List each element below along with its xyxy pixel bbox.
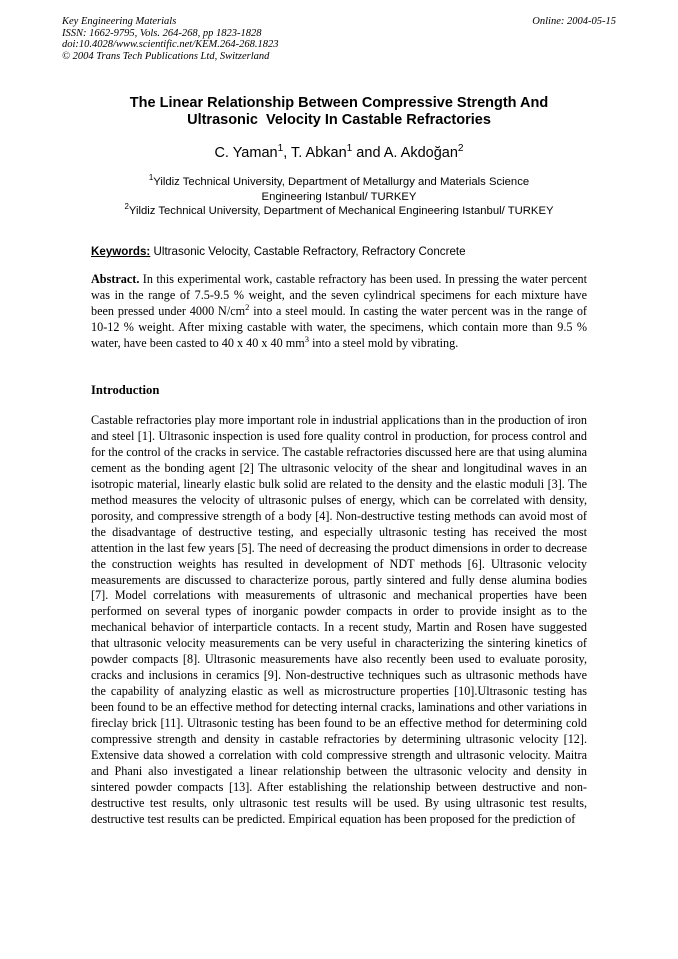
keywords-label: Keywords: (91, 245, 151, 258)
superscript: 2 (245, 301, 250, 312)
author-list (60, 143, 618, 163)
affiliation-marker: 1 (148, 173, 154, 183)
author-separator: , (283, 145, 292, 161)
affiliations (60, 175, 618, 219)
affiliation-marker: 1 (277, 143, 284, 155)
keywords-text: Ultrasonic Velocity, Castable Refractory, Refractory Concrete (150, 245, 466, 258)
author-name: C. Yaman (214, 145, 278, 161)
doi-line: doi:10.4028/www.scientific.net/KEM.264-268.1823 (62, 39, 279, 51)
affiliation-text: Yildiz Technical University, Department of Mechanical Engineering Istanbul/ TURKEY (128, 205, 554, 217)
affiliation-marker: 2 (457, 143, 464, 155)
paper-title (60, 95, 618, 129)
section-heading: Introduction (91, 383, 160, 397)
title-line-1: The Linear Relationship Between Compressive Strength And (129, 95, 549, 111)
copyright-line: © 2004 Trans Tech Publications Ltd, Switzerland (62, 50, 270, 62)
author-name: A. Akdoğan (383, 145, 458, 161)
affiliation-1-continued: Engineering Istanbul/ TURKEY (261, 190, 417, 203)
title-line-2: Ultrasonic Velocity In Castable Refractories (187, 112, 491, 128)
author-separator: and (352, 145, 384, 161)
online-date: Online: 2004-05-15 (532, 16, 616, 27)
superscript: 3 (304, 333, 310, 344)
abstract-text: into a steel mold by vibrating. (309, 335, 459, 350)
affiliation-marker: 2 (124, 202, 129, 212)
journal-name: Key Engineering Materials (62, 16, 177, 27)
affiliation-1 (60, 175, 618, 190)
abstract-text: into a steel mould. In casting the water percent was in the range of 10-12 % weight. After mixing castable with water, the specimens, which contain more than 9.5 % water, have been casted to 40 x 40 x 40 mm (91, 303, 587, 350)
running-header (62, 16, 616, 62)
abstract (91, 272, 587, 352)
abstract-text: In this experimental work, castable refractory has been used. In pressing the water percent was in the range of 7.5-9.5 % weight, and the seven cylindrical specimens for each mixture have been pressed under 4000 N/cm (91, 272, 587, 318)
affiliation-2 (60, 204, 618, 219)
introduction-body: Castable refractories play more important role in industrial applications than in the production of iron and steel [1]. Ultrasonic inspection is used fore quality control in production, for process control and for the control of the cracks in service. The castable refractories discussed here are that using alumina cement as the bonding agent [2] The ultrasonic velocity of the shear and longitudinal waves in an isotropic material, linearly elastic bulk solid are related to the density and the elastic moduli [3]. The method measures the velocity of ultrasonic pulses of energy, which can be correlated with density, porosity, and compressive strength of a body [4]. Non-destructive testing methods can avoid most of the disadvantage of destructive testing, and especially ultrasonic testing has received the most attention in the last few years [5]. The need of decreasing the product dimensions in order to decrease the construction weights has resulted in development of NDT methods [6]. Ultrasonic velocity measurements are discussed to characterize porous, partly sintered and fully dense alumina bodies [7]. Model correlations with measurements of ultrasonic and mechanical properties have been performed on several types of inorganic powder compacts in order to provide insight as to the mechanical behavior of interparticle contacts. In a recent study, Martin and Rosen have suggested that ultrasonic velocity measurements can be very useful in characterizing the sintering kinetics of powder compacts [8]. Ultrasonic measurements have also recently been used to evaluate porosity, cracks and inclusions in ceramics [9]. Non-destructive techniques such as ultrasonic methods have the capability of analyzing elastic as well as microstructure properties [10].Ultrasonic testing has been found to be an effective method for detecting internal cracks, laminations and other variations in fireclay brick [11]. Ultrasonic testing has been found to be an effective method for determining cold compressive strength and density in castable refractories by determining ultrasonic velocity [12]. Extensive data showed a correlation with cold compressive strength and ultrasonic velocity. Maitra and Phani also investigated a linear relationship between the ultrasonic velocity and density in sintered powder compacts [13]. After establishing the relationship between destructive and non-destructive test results, only ultrasonic test results will be used. By using ultrasonic test results, destructive test results can be predicted. Empirical equation has been proposed for the prediction of (91, 413, 587, 826)
author-name: T. Abkan (291, 145, 347, 161)
affiliation-text: Yildiz Technical University, Department of Metallurgy and Materials Science (153, 176, 530, 188)
keywords (91, 244, 591, 260)
issn-line: ISSN: 1662-9795, Vols. 264-268, pp 1823-1828 (62, 27, 262, 39)
abstract-label: Abstract. (91, 272, 140, 286)
affiliation-marker: 1 (346, 143, 353, 155)
